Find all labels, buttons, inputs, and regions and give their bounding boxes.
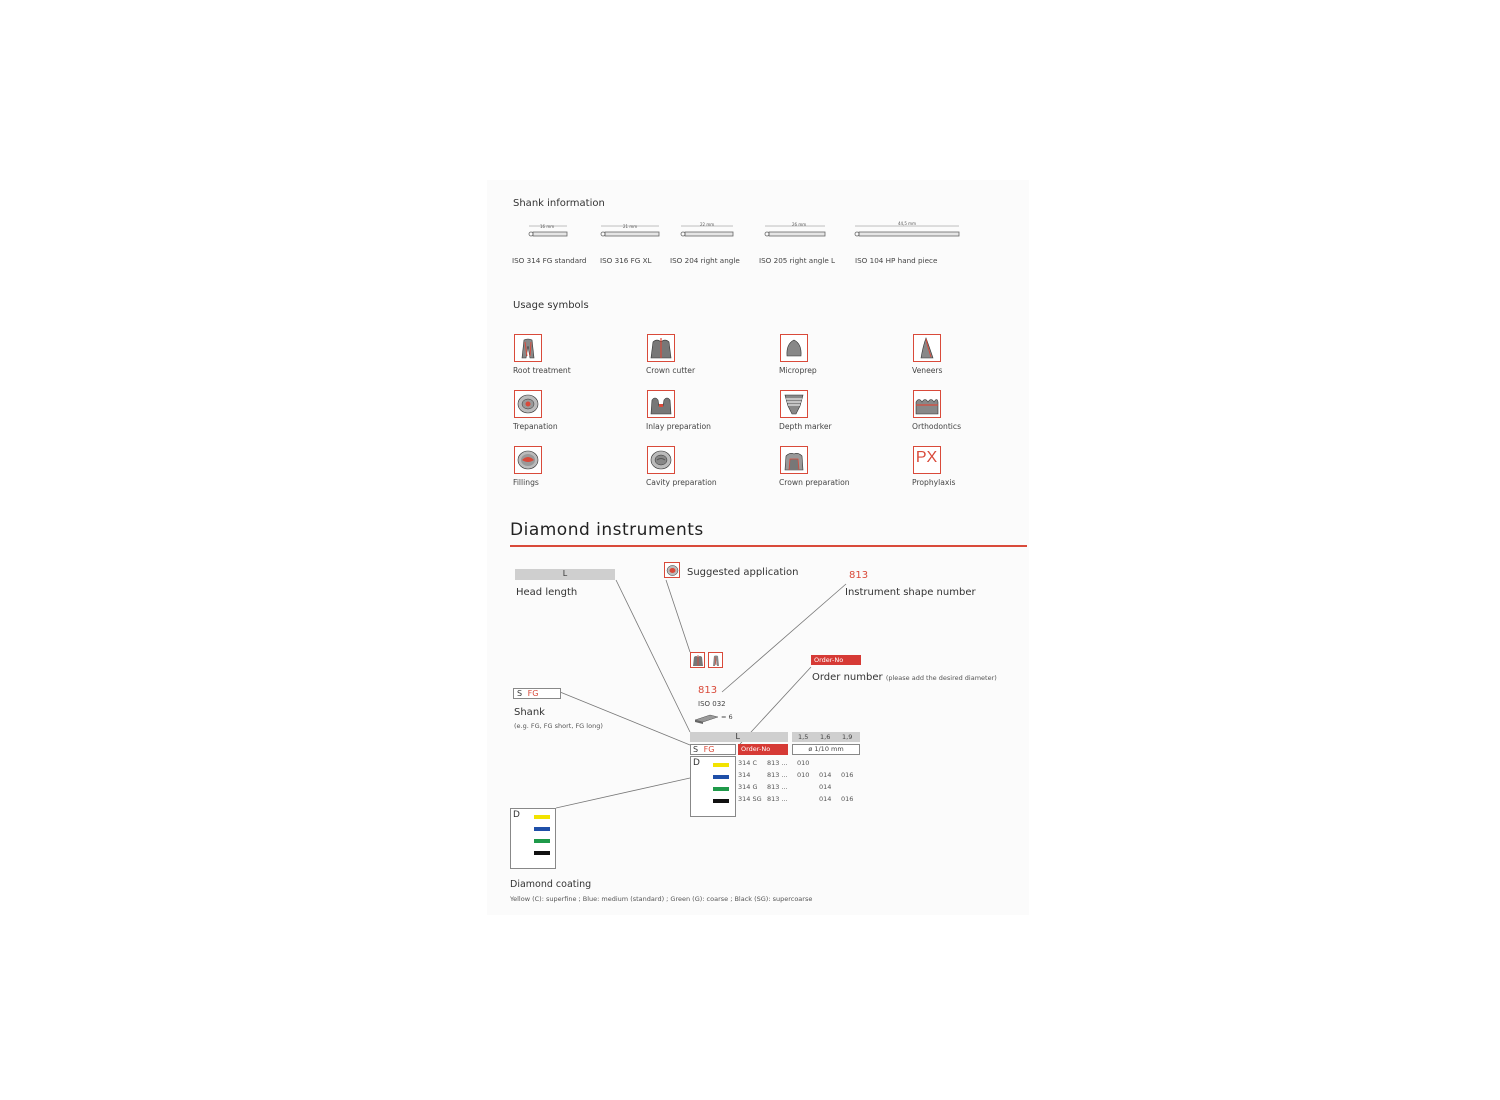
row-code: 314: [738, 771, 751, 779]
diam-value-1: 1,5: [798, 733, 809, 741]
shank-label-104: ISO 104 HP hand piece: [855, 256, 938, 265]
table-s: S: [693, 745, 699, 754]
usage-label-veneers: Veneers: [912, 366, 943, 375]
usage-label-orthodontics: Orthodontics: [912, 422, 962, 431]
usage-heading: Usage symbols: [513, 300, 589, 311]
table-row: [738, 758, 868, 770]
suggested-application-icon: [664, 562, 680, 578]
row-c2: 014: [819, 771, 832, 779]
shank-label-314: ISO 314 FG standard: [512, 256, 587, 265]
row-shape: 813 ...: [767, 783, 788, 791]
row-c1: 010: [797, 771, 810, 779]
order-number-label: Order number: [812, 672, 883, 683]
row-code: 314 G: [738, 783, 758, 791]
table-diam-unit: ø 1/10 mm: [792, 744, 860, 755]
diam-value-3: 1,9: [842, 733, 853, 741]
shank-info-heading: Shank information: [513, 198, 605, 209]
shank-label: Shank: [514, 707, 545, 718]
shape-number-code: 813: [849, 570, 869, 581]
coating-legend-box: [510, 808, 556, 869]
usage-label-crown-cutter: Crown cutter: [646, 366, 696, 375]
table-coating-cell: [690, 756, 736, 817]
instrument-code: 813: [698, 685, 718, 696]
shank-dim-205: 26 mm: [792, 222, 807, 227]
head-length-bar: L: [515, 569, 615, 580]
coating-d: D: [513, 810, 520, 820]
row-shape: 813 ...: [767, 771, 788, 779]
usage-label-trepanation: Trepanation: [513, 422, 558, 431]
usage-label-fillings: Fillings: [513, 478, 539, 487]
row-shape: 813 ...: [767, 795, 788, 803]
table-d: D: [693, 758, 700, 768]
table-row: [738, 782, 868, 794]
table-fg: FG: [703, 745, 715, 754]
shank-label-204: ISO 204 right angle: [670, 256, 740, 265]
legend-swatch-black: [534, 851, 550, 855]
swatch-blue: [713, 775, 729, 779]
head-length-label: Head length: [516, 587, 578, 598]
swatch-black: [713, 799, 729, 803]
usage-label-root-treatment: Root treatment: [513, 366, 571, 375]
table-rows: [738, 758, 868, 808]
suggested-application-label: Suggested application: [687, 567, 799, 578]
pack-count: = 6: [721, 713, 733, 721]
row-c1: 010: [797, 759, 810, 767]
table-shank-cell: [690, 744, 736, 755]
shape-number-label: Instrument shape number: [845, 587, 976, 598]
usage-label-inlay-preparation: Inlay preparation: [646, 422, 711, 431]
row-c2: 014: [819, 795, 832, 803]
pack-icon: [694, 712, 720, 724]
usage-label-crown-preparation: Crown preparation: [779, 478, 850, 487]
instrument-iso: ISO 032: [698, 700, 726, 708]
row-code: 314 C: [738, 759, 758, 767]
section-title: Diamond instruments: [510, 520, 704, 540]
shank-label-205: ISO 205 right angle L: [759, 256, 836, 265]
table-l-bar: L: [690, 732, 788, 742]
usage-label-depth-marker: Depth marker: [779, 422, 832, 431]
diam-value-2: 1,6: [820, 733, 831, 741]
table-row: [738, 794, 868, 806]
coating-note: Yellow (C): superfine ; Blue: medium (standard) ; Green (G): coarse ; Black (SG): supercoarse: [510, 895, 813, 903]
row-c2: 014: [819, 783, 832, 791]
swatch-green: [713, 787, 729, 791]
shank-dim-314: 16 mm: [540, 224, 555, 229]
shank-label-316: ISO 316 FG XL: [600, 256, 652, 265]
legend-swatch-green: [534, 839, 550, 843]
order-number-label-row: [812, 672, 997, 683]
table-row: [738, 770, 868, 782]
shank-s: S: [517, 689, 523, 698]
legend-swatch-yellow: [534, 815, 550, 819]
order-number-bar: Order-No: [811, 655, 861, 665]
row-code: 314 SG: [738, 795, 762, 803]
table-diam-values: [792, 732, 860, 742]
swatch-yellow: [713, 763, 729, 767]
usage-label-prophylaxis: Prophylaxis: [912, 478, 956, 487]
shank-dim-104: 44,5 mm: [898, 221, 916, 226]
row-c3: 016: [841, 795, 854, 803]
usage-label-cavity-preparation: Cavity preparation: [646, 478, 717, 487]
usage-label-microprep: Microprep: [779, 366, 817, 375]
shank-box: [513, 688, 561, 699]
application-icon-crown-cutter: [690, 652, 705, 668]
prophylaxis-icon-text: PX: [915, 449, 938, 466]
shank-fg: FG: [527, 689, 539, 698]
row-shape: 813 ...: [767, 759, 788, 767]
legend-swatch-blue: [534, 827, 550, 831]
application-icon-root-treatment: [708, 652, 723, 668]
shank-dim-316: 21 mm: [623, 224, 638, 229]
coating-label: Diamond coating: [510, 879, 592, 890]
shank-note: (e.g. FG, FG short, FG long): [514, 722, 603, 730]
order-number-note: (please add the desired diameter): [885, 674, 997, 682]
shank-dim-204: 22 mm: [700, 222, 715, 227]
row-c3: 016: [841, 771, 854, 779]
table-order-header: Order-No: [738, 744, 788, 755]
